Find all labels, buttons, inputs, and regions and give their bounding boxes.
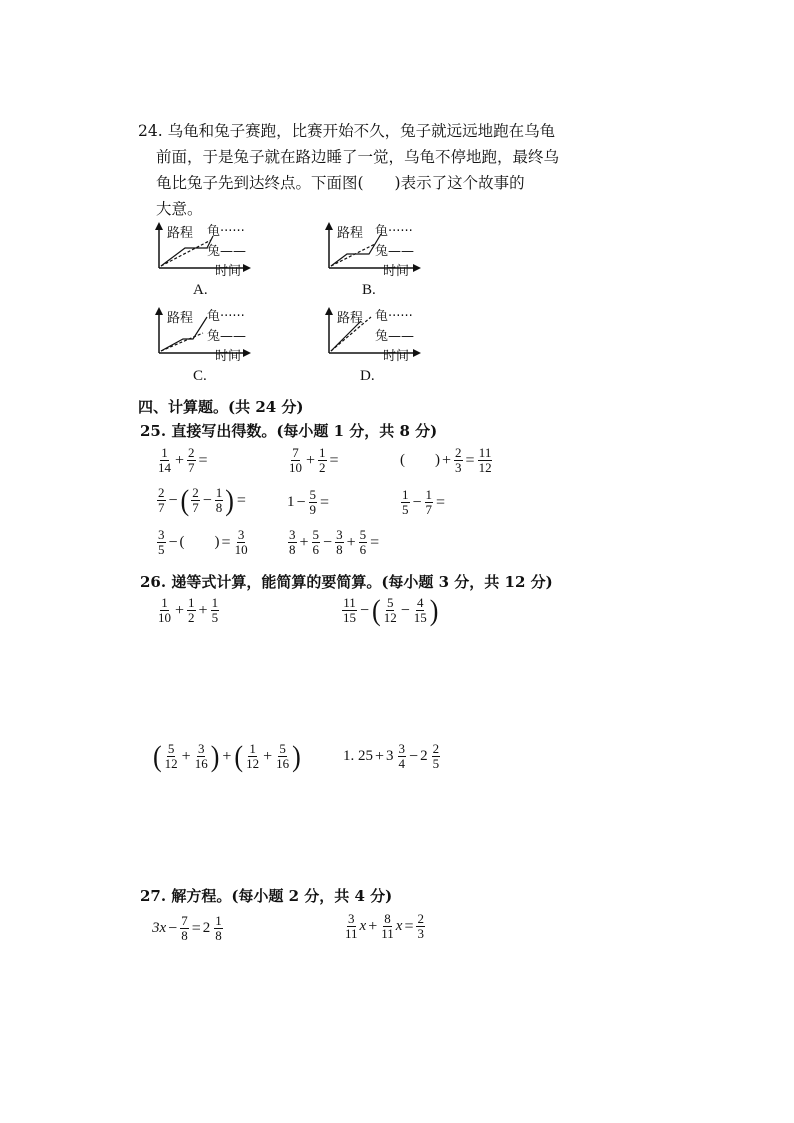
denominator: 12 [478, 460, 492, 475]
decimal: 1. 25 [343, 748, 373, 764]
fraction [164, 742, 179, 771]
fraction [312, 528, 321, 557]
denominator: 14 [158, 460, 171, 475]
fraction [180, 914, 189, 943]
left-paren: ( [234, 739, 244, 773]
minus-sign: − [168, 491, 178, 509]
numerator: 1 [215, 913, 222, 928]
denominator: 7 [158, 500, 165, 515]
numerator: 2 [417, 911, 424, 926]
q27-title: 27. 解方程。(每小题 2 分，共 4 分) [140, 887, 393, 905]
fraction [401, 488, 410, 517]
left-paren: ( [180, 483, 190, 517]
numerator: 5 [359, 527, 367, 542]
equals-sign: = [320, 493, 330, 511]
fraction [275, 742, 290, 771]
q26-item-d [343, 742, 441, 771]
right-paren: ) [435, 452, 440, 468]
left-paren: ( [372, 593, 381, 627]
denominator: 10 [234, 542, 248, 557]
fraction [234, 528, 249, 557]
denominator: 7 [192, 500, 199, 515]
q25-item-a [156, 446, 210, 475]
denominator: 8 [215, 928, 222, 943]
denominator: 2 [319, 460, 326, 475]
denominator: 8 [289, 542, 296, 557]
denominator: 10 [289, 460, 302, 475]
numerator: 7 [292, 445, 299, 460]
fraction [398, 742, 407, 771]
plus-sign: + [222, 747, 232, 765]
numerator: 3 [289, 527, 296, 542]
numerator: 8 [384, 911, 391, 926]
fraction [335, 528, 344, 557]
numerator: 11 [343, 595, 356, 610]
right-paren: ) [429, 593, 439, 627]
fraction [342, 596, 357, 625]
fraction [416, 912, 425, 941]
graph-c [155, 303, 285, 363]
numerator: 5 [309, 487, 317, 502]
graph-d-time-label: 时间 [383, 349, 410, 364]
numerator: 1 [402, 487, 409, 502]
q26-item-a [156, 596, 220, 625]
graph-a [155, 218, 285, 278]
fraction [245, 742, 260, 771]
integer: 1 [287, 494, 295, 510]
numerator: 3 [398, 741, 406, 756]
whole-part: 2 [202, 920, 211, 936]
plus-sign: + [368, 917, 378, 935]
option-c[interactable]: C. [193, 368, 207, 384]
denominator: 8 [181, 928, 188, 943]
denominator: 5 [402, 502, 409, 517]
numerator: 5 [167, 741, 175, 756]
fraction [191, 486, 200, 515]
plus-sign: + [198, 601, 208, 619]
minus-sign: − [168, 919, 178, 937]
fraction [157, 486, 166, 515]
denominator: 6 [312, 542, 320, 557]
denominator: 11 [345, 926, 358, 941]
graph-c-tortoise-legend: 龟······ [207, 309, 245, 324]
graph-a-rabbit-legend: 兔—— [207, 244, 247, 259]
numerator: 11 [478, 445, 492, 460]
graph-a-time-label: 时间 [215, 264, 242, 279]
numerator: 2 [158, 485, 165, 500]
equals-sign: = [436, 493, 446, 511]
q26-title: 26. 递等式计算，能简算的要简算。(每小题 3 分，共 12 分) [140, 573, 553, 591]
denominator: 3 [417, 926, 424, 941]
fraction [309, 488, 318, 517]
denominator: 16 [276, 756, 290, 771]
denominator: 12 [164, 756, 178, 771]
graph-d-distance-label: 路程 [337, 311, 364, 326]
fraction [215, 486, 224, 515]
q25-item-f [400, 488, 447, 517]
fraction [187, 596, 196, 625]
q24-line-4: 大意。 [156, 200, 203, 218]
numerator: 3 [348, 911, 355, 926]
plus-sign: + [375, 747, 385, 765]
left-paren: ( [400, 452, 405, 468]
numerator: 1 [188, 595, 195, 610]
numerator: 3 [158, 527, 165, 542]
denominator: 10 [158, 610, 171, 625]
denominator: 16 [194, 756, 208, 771]
q24-text [138, 118, 559, 222]
q24-line-1: 24. 乌龟和兔子赛跑，比赛开始不久，兔子就远远地跑在乌龟 [138, 122, 556, 140]
q25-item-c [400, 446, 494, 475]
fraction [318, 446, 327, 475]
variable-x: x [359, 918, 367, 934]
q25-item-e [287, 488, 331, 517]
equals-sign: = [236, 491, 246, 509]
graph-b-distance-label: 路程 [337, 226, 364, 241]
numerator: 1 [215, 485, 223, 500]
numerator: 2 [455, 445, 462, 460]
fraction [214, 914, 223, 943]
denominator: 12 [383, 610, 397, 625]
plus-sign: + [175, 601, 185, 619]
numerator: 1 [161, 595, 168, 610]
numerator: 7 [181, 913, 188, 928]
minus-sign: − [409, 747, 419, 765]
numerator: 5 [279, 741, 286, 756]
denominator: 4 [398, 756, 406, 771]
denominator: 8 [336, 542, 343, 557]
left-paren: ( [153, 739, 162, 773]
plus-sign: + [263, 747, 273, 765]
numerator: 2 [432, 741, 440, 756]
graph-b-tortoise-legend: 龟······ [375, 224, 413, 239]
fraction [413, 596, 428, 625]
minus-sign: − [360, 601, 370, 619]
term: 3x [152, 920, 167, 936]
numerator: 1 [211, 595, 219, 610]
denominator: 6 [359, 542, 367, 557]
equals-sign: = [465, 451, 475, 469]
whole-part: 3 [386, 748, 394, 764]
option-d[interactable]: D. [360, 368, 375, 384]
denominator: 5 [432, 756, 440, 771]
numerator: 1 [161, 445, 168, 460]
fraction [454, 446, 463, 475]
numerator: 5 [312, 527, 320, 542]
right-paren: ) [225, 483, 234, 517]
fraction [380, 912, 395, 941]
q27-item-a [152, 914, 224, 943]
minus-sign: − [168, 533, 178, 551]
denominator: 5 [211, 610, 219, 625]
minus-sign: − [400, 601, 410, 619]
denominator: 12 [246, 756, 260, 771]
fraction [211, 596, 220, 625]
equals-sign: = [329, 451, 339, 469]
denominator: 8 [215, 500, 223, 515]
whole-part: 2 [420, 748, 428, 764]
fraction [187, 446, 196, 475]
fraction [288, 528, 297, 557]
numerator: 3 [336, 527, 343, 542]
minus-sign: − [202, 491, 212, 509]
numerator: 5 [386, 595, 394, 610]
q25-title: 25. 直接写出得数。(每小题 1 分，共 8 分) [140, 422, 438, 440]
q25-item-h [287, 528, 381, 557]
equals-sign: = [191, 919, 201, 937]
fraction [432, 742, 441, 771]
option-b[interactable]: B. [362, 282, 376, 298]
graph-c-time-label: 时间 [215, 349, 242, 364]
fraction [157, 446, 172, 475]
plus-sign: + [175, 451, 185, 469]
plus-sign: + [442, 451, 452, 469]
q26-item-c [152, 739, 302, 773]
fraction [157, 528, 166, 557]
numerator: 3 [237, 527, 245, 542]
graph-b-time-label: 时间 [383, 264, 410, 279]
denominator: 3 [455, 460, 462, 475]
section4-title: 四、计算题。(共 24 分) [138, 398, 304, 416]
denominator: 11 [381, 926, 394, 941]
q24-line-2: 前面，于是兔子就在路边睡了一觉，乌龟不停地跑，最终乌 [156, 148, 560, 166]
graph-c-rabbit-legend: 兔—— [207, 329, 247, 344]
graph-b-rabbit-legend: 兔—— [375, 244, 415, 259]
right-paren: ) [292, 739, 301, 773]
numerator: 2 [192, 485, 199, 500]
plus-sign: + [299, 533, 309, 551]
plus-sign: + [346, 533, 356, 551]
graph-a-tortoise-legend: 龟······ [207, 224, 245, 239]
fraction [359, 528, 368, 557]
denominator: 5 [158, 542, 165, 557]
plus-sign: + [306, 451, 316, 469]
denominator: 7 [188, 460, 195, 475]
numerator: 3 [197, 741, 205, 756]
option-a[interactable]: A. [193, 282, 208, 298]
graph-b [325, 218, 455, 278]
graph-a-distance-label: 路程 [167, 226, 194, 241]
graph-d-rabbit-legend: 兔—— [375, 329, 415, 344]
fraction [344, 912, 359, 941]
fraction [425, 488, 434, 517]
equals-sign: = [404, 917, 414, 935]
minus-sign: − [323, 533, 333, 551]
equals-sign: = [370, 533, 380, 551]
numerator: 4 [416, 595, 424, 610]
fraction [157, 596, 172, 625]
q25-item-d [156, 483, 248, 517]
q24-line-3: 龟比兔子先到达终点。下面图( )表示了这个故事的 [156, 174, 525, 192]
denominator: 15 [413, 610, 427, 625]
minus-sign: − [296, 493, 306, 511]
q25-item-g [156, 528, 250, 557]
fraction [194, 742, 209, 771]
fraction [478, 446, 493, 475]
right-paren: ) [214, 534, 220, 550]
variable-x: x [395, 918, 403, 934]
graph-d [325, 303, 455, 363]
graph-d-tortoise-legend: 龟······ [375, 309, 413, 324]
fraction [288, 446, 303, 475]
q27-item-b [343, 912, 426, 941]
right-paren: ) [210, 739, 220, 773]
denominator: 15 [343, 610, 356, 625]
numerator: 2 [188, 445, 195, 460]
graph-c-distance-label: 路程 [167, 311, 194, 326]
numerator: 1 [319, 445, 326, 460]
equals-sign: = [221, 533, 231, 551]
denominator: 9 [309, 502, 317, 517]
plus-sign: + [181, 747, 191, 765]
numerator: 1 [249, 741, 256, 756]
denominator: 2 [188, 610, 195, 625]
equals-sign: = [198, 451, 208, 469]
minus-sign: − [412, 493, 422, 511]
numerator: 1 [425, 487, 433, 502]
denominator: 7 [425, 502, 433, 517]
q26-item-b [341, 593, 439, 627]
left-paren: ( [179, 534, 185, 550]
fraction [383, 596, 398, 625]
q25-item-b [287, 446, 341, 475]
